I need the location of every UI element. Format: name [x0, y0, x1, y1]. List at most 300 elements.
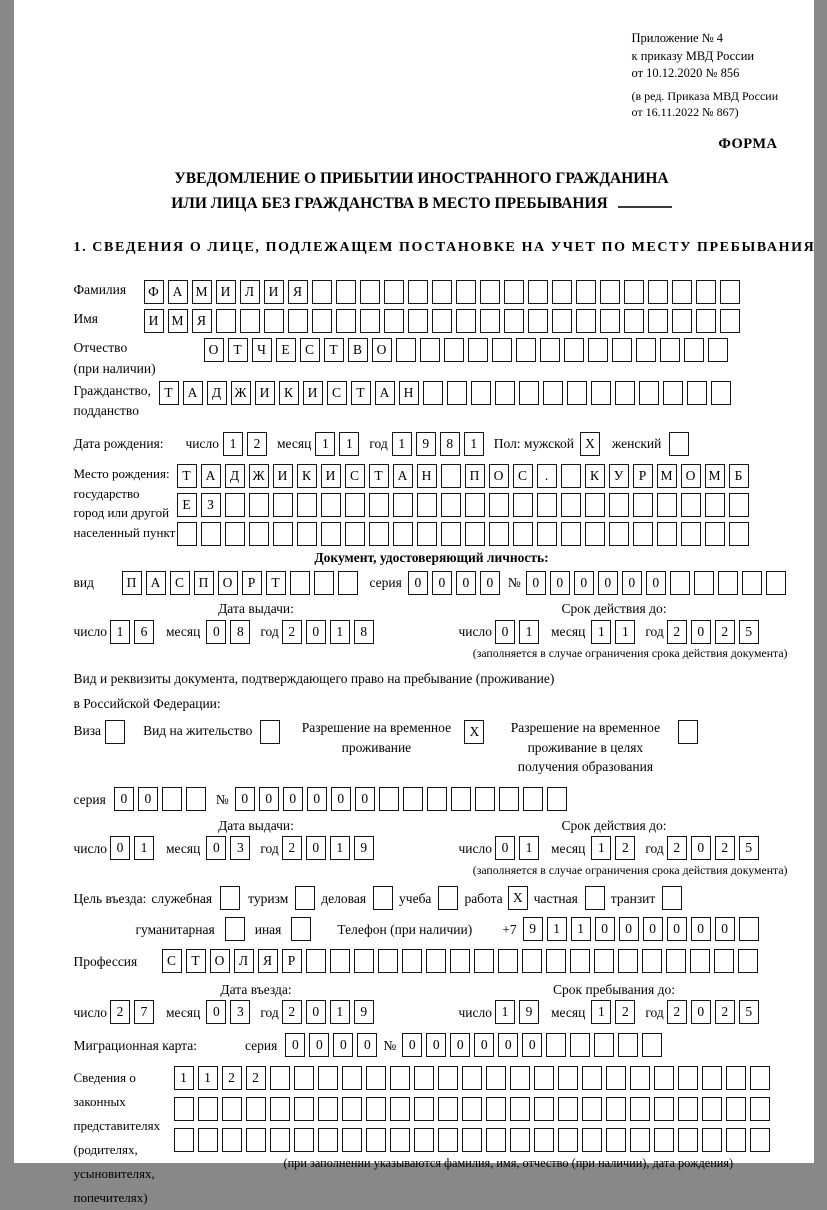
form-cell[interactable] — [690, 949, 710, 973]
form-cell[interactable]: 0 — [309, 1033, 329, 1057]
form-cell[interactable] — [390, 1066, 410, 1090]
form-cell[interactable]: Т — [369, 464, 389, 488]
form-cell[interactable]: 0 — [619, 917, 639, 941]
form-cell[interactable]: 1 — [330, 836, 350, 860]
form-cell[interactable] — [609, 522, 629, 546]
form-cell[interactable]: Т — [177, 464, 197, 488]
form-cell[interactable] — [290, 571, 310, 595]
form-cell[interactable] — [702, 1097, 722, 1121]
form-cell[interactable] — [678, 1097, 698, 1121]
form-cell[interactable] — [396, 338, 416, 362]
form-cell[interactable] — [438, 1066, 458, 1090]
form-cell[interactable] — [423, 381, 443, 405]
form-cell[interactable] — [669, 432, 689, 456]
form-cell[interactable]: Т — [324, 338, 344, 362]
form-cell[interactable] — [444, 338, 464, 362]
form-cell[interactable] — [633, 522, 653, 546]
form-cell[interactable]: Л — [234, 949, 254, 973]
form-cell[interactable]: О — [489, 464, 509, 488]
form-cell[interactable] — [417, 493, 437, 517]
form-cell[interactable] — [450, 949, 470, 973]
form-cell[interactable]: 2 — [246, 1066, 266, 1090]
form-cell[interactable] — [510, 1128, 530, 1152]
form-cell[interactable] — [687, 381, 707, 405]
form-cell[interactable] — [591, 381, 611, 405]
form-cell[interactable] — [408, 280, 428, 304]
form-cell[interactable]: О — [372, 338, 392, 362]
form-cell[interactable] — [414, 1066, 434, 1090]
form-cell[interactable] — [297, 522, 317, 546]
form-cell[interactable] — [249, 522, 269, 546]
form-cell[interactable] — [384, 280, 404, 304]
form-cell[interactable] — [162, 787, 182, 811]
form-cell[interactable]: 0 — [574, 571, 594, 595]
form-cell[interactable] — [312, 280, 332, 304]
form-cell[interactable] — [456, 309, 476, 333]
form-cell[interactable] — [519, 381, 539, 405]
form-cell[interactable] — [427, 787, 447, 811]
form-cell[interactable] — [432, 309, 452, 333]
form-cell[interactable]: Н — [399, 381, 419, 405]
form-cell[interactable] — [654, 1097, 674, 1121]
form-cell[interactable] — [480, 280, 500, 304]
form-cell[interactable]: 0 — [522, 1033, 542, 1057]
form-cell[interactable]: X — [580, 432, 600, 456]
form-cell[interactable]: С — [327, 381, 347, 405]
form-cell[interactable]: 9 — [354, 1000, 374, 1024]
form-cell[interactable] — [662, 886, 682, 910]
form-cell[interactable] — [624, 280, 644, 304]
form-cell[interactable] — [438, 886, 458, 910]
form-cell[interactable] — [393, 522, 413, 546]
form-cell[interactable]: 2 — [715, 836, 735, 860]
form-cell[interactable]: Т — [351, 381, 371, 405]
form-cell[interactable] — [766, 571, 786, 595]
form-cell[interactable]: 2 — [282, 1000, 302, 1024]
form-cell[interactable]: О — [204, 338, 224, 362]
form-cell[interactable]: 1 — [315, 432, 335, 456]
form-cell[interactable]: 0 — [595, 917, 615, 941]
form-cell[interactable] — [547, 787, 567, 811]
form-cell[interactable] — [714, 949, 734, 973]
form-cell[interactable]: 0 — [306, 620, 326, 644]
form-cell[interactable] — [510, 1097, 530, 1121]
form-cell[interactable]: 2 — [222, 1066, 242, 1090]
form-cell[interactable] — [471, 381, 491, 405]
form-cell[interactable]: Р — [242, 571, 262, 595]
form-cell[interactable] — [618, 1033, 638, 1057]
form-cell[interactable]: И — [144, 309, 164, 333]
form-cell[interactable]: 2 — [110, 1000, 130, 1024]
form-cell[interactable]: Т — [266, 571, 286, 595]
form-cell[interactable]: Я — [192, 309, 212, 333]
form-cell[interactable] — [297, 493, 317, 517]
form-cell[interactable] — [537, 522, 557, 546]
form-cell[interactable]: 5 — [739, 836, 759, 860]
form-cell[interactable] — [369, 493, 389, 517]
form-cell[interactable]: 0 — [333, 1033, 353, 1057]
form-cell[interactable] — [417, 522, 437, 546]
form-cell[interactable] — [726, 1066, 746, 1090]
form-cell[interactable] — [379, 787, 399, 811]
form-cell[interactable]: М — [657, 464, 677, 488]
form-cell[interactable]: М — [192, 280, 212, 304]
form-cell[interactable]: 0 — [691, 1000, 711, 1024]
form-cell[interactable]: 1 — [174, 1066, 194, 1090]
form-cell[interactable] — [474, 949, 494, 973]
form-cell[interactable] — [630, 1097, 650, 1121]
form-cell[interactable] — [660, 338, 680, 362]
form-cell[interactable]: 1 — [571, 917, 591, 941]
form-cell[interactable] — [456, 280, 476, 304]
form-cell[interactable] — [360, 280, 380, 304]
form-cell[interactable] — [373, 886, 393, 910]
form-cell[interactable] — [558, 1097, 578, 1121]
form-cell[interactable]: 0 — [691, 620, 711, 644]
form-cell[interactable] — [552, 309, 572, 333]
form-cell[interactable] — [220, 886, 240, 910]
form-cell[interactable] — [582, 1066, 602, 1090]
form-cell[interactable]: 1 — [110, 620, 130, 644]
form-cell[interactable] — [468, 338, 488, 362]
form-cell[interactable]: 0 — [598, 571, 618, 595]
form-cell[interactable]: 1 — [464, 432, 484, 456]
form-cell[interactable] — [576, 309, 596, 333]
form-cell[interactable] — [606, 1066, 626, 1090]
form-cell[interactable]: 0 — [331, 787, 351, 811]
form-cell[interactable]: 0 — [550, 571, 570, 595]
form-cell[interactable]: 0 — [206, 620, 226, 644]
form-cell[interactable]: 2 — [667, 1000, 687, 1024]
form-cell[interactable]: 0 — [408, 571, 428, 595]
form-cell[interactable]: К — [585, 464, 605, 488]
form-cell[interactable] — [432, 280, 452, 304]
form-cell[interactable] — [561, 522, 581, 546]
form-cell[interactable] — [540, 338, 560, 362]
form-cell[interactable]: 9 — [354, 836, 374, 860]
form-cell[interactable] — [270, 1097, 290, 1121]
form-cell[interactable] — [618, 949, 638, 973]
form-cell[interactable] — [702, 1128, 722, 1152]
form-cell[interactable] — [654, 1066, 674, 1090]
form-cell[interactable]: 2 — [282, 620, 302, 644]
form-cell[interactable] — [718, 571, 738, 595]
form-cell[interactable] — [612, 338, 632, 362]
form-cell[interactable]: С — [345, 464, 365, 488]
form-cell[interactable]: А — [201, 464, 221, 488]
form-cell[interactable] — [378, 949, 398, 973]
form-cell[interactable] — [702, 1066, 722, 1090]
form-cell[interactable]: С — [170, 571, 190, 595]
form-cell[interactable]: 1 — [591, 1000, 611, 1024]
form-cell[interactable] — [174, 1097, 194, 1121]
form-cell[interactable] — [726, 1097, 746, 1121]
form-cell[interactable] — [492, 338, 512, 362]
form-cell[interactable]: Т — [159, 381, 179, 405]
form-cell[interactable] — [630, 1066, 650, 1090]
form-cell[interactable] — [489, 522, 509, 546]
form-cell[interactable] — [318, 1128, 338, 1152]
form-cell[interactable] — [441, 464, 461, 488]
form-cell[interactable]: Я — [258, 949, 278, 973]
form-cell[interactable]: Т — [228, 338, 248, 362]
form-cell[interactable]: А — [375, 381, 395, 405]
form-cell[interactable]: . — [537, 464, 557, 488]
form-cell[interactable] — [726, 1128, 746, 1152]
form-cell[interactable] — [345, 522, 365, 546]
form-cell[interactable]: А — [168, 280, 188, 304]
form-cell[interactable] — [438, 1128, 458, 1152]
form-cell[interactable]: 0 — [235, 787, 255, 811]
form-cell[interactable]: 0 — [498, 1033, 518, 1057]
form-cell[interactable] — [345, 493, 365, 517]
form-cell[interactable]: К — [297, 464, 317, 488]
form-cell[interactable] — [561, 493, 581, 517]
form-cell[interactable] — [657, 493, 677, 517]
form-cell[interactable] — [198, 1097, 218, 1121]
form-cell[interactable] — [546, 949, 566, 973]
form-cell[interactable] — [465, 493, 485, 517]
form-cell[interactable] — [678, 1128, 698, 1152]
form-cell[interactable] — [105, 720, 125, 744]
form-cell[interactable] — [750, 1097, 770, 1121]
form-cell[interactable]: Ч — [252, 338, 272, 362]
form-cell[interactable] — [642, 949, 662, 973]
form-cell[interactable]: З — [201, 493, 221, 517]
form-cell[interactable]: А — [393, 464, 413, 488]
form-cell[interactable] — [354, 949, 374, 973]
form-cell[interactable] — [633, 493, 653, 517]
form-cell[interactable]: Д — [225, 464, 245, 488]
form-cell[interactable]: Ф — [144, 280, 164, 304]
form-cell[interactable] — [306, 949, 326, 973]
form-cell[interactable] — [561, 464, 581, 488]
form-cell[interactable] — [642, 1033, 662, 1057]
form-cell[interactable] — [314, 571, 334, 595]
form-cell[interactable]: У — [609, 464, 629, 488]
form-cell[interactable]: 2 — [615, 1000, 635, 1024]
form-cell[interactable] — [666, 949, 686, 973]
form-cell[interactable]: 0 — [110, 836, 130, 860]
form-cell[interactable] — [750, 1128, 770, 1152]
form-cell[interactable]: С — [513, 464, 533, 488]
form-cell[interactable] — [594, 1033, 614, 1057]
form-cell[interactable] — [366, 1097, 386, 1121]
form-cell[interactable] — [678, 1066, 698, 1090]
form-cell[interactable] — [594, 949, 614, 973]
form-cell[interactable] — [681, 493, 701, 517]
form-cell[interactable] — [336, 280, 356, 304]
form-cell[interactable] — [336, 309, 356, 333]
form-cell[interactable] — [438, 1097, 458, 1121]
form-cell[interactable]: 6 — [134, 620, 154, 644]
form-cell[interactable] — [216, 309, 236, 333]
form-cell[interactable] — [462, 1066, 482, 1090]
form-cell[interactable] — [414, 1128, 434, 1152]
form-cell[interactable]: 9 — [523, 917, 543, 941]
form-cell[interactable]: Р — [282, 949, 302, 973]
form-cell[interactable]: И — [321, 464, 341, 488]
form-cell[interactable]: Д — [207, 381, 227, 405]
form-cell[interactable] — [495, 381, 515, 405]
form-cell[interactable] — [567, 381, 587, 405]
form-cell[interactable] — [606, 1128, 626, 1152]
form-cell[interactable] — [366, 1128, 386, 1152]
form-cell[interactable]: 3 — [230, 1000, 250, 1024]
form-cell[interactable] — [225, 493, 245, 517]
form-cell[interactable] — [321, 522, 341, 546]
form-cell[interactable]: 1 — [223, 432, 243, 456]
form-cell[interactable] — [615, 381, 635, 405]
form-cell[interactable] — [513, 522, 533, 546]
form-cell[interactable]: 0 — [691, 917, 711, 941]
form-cell[interactable]: 1 — [339, 432, 359, 456]
form-cell[interactable] — [447, 381, 467, 405]
form-cell[interactable] — [729, 493, 749, 517]
form-cell[interactable] — [420, 338, 440, 362]
form-cell[interactable]: С — [300, 338, 320, 362]
form-cell[interactable]: А — [146, 571, 166, 595]
form-cell[interactable]: М — [168, 309, 188, 333]
form-cell[interactable] — [534, 1097, 554, 1121]
form-cell[interactable] — [198, 1128, 218, 1152]
form-cell[interactable]: Л — [240, 280, 260, 304]
form-cell[interactable]: 2 — [715, 1000, 735, 1024]
form-cell[interactable] — [558, 1128, 578, 1152]
form-cell[interactable] — [657, 522, 677, 546]
form-cell[interactable]: 0 — [474, 1033, 494, 1057]
form-cell[interactable] — [486, 1128, 506, 1152]
form-cell[interactable] — [403, 787, 423, 811]
form-cell[interactable] — [480, 309, 500, 333]
form-cell[interactable]: 1 — [547, 917, 567, 941]
form-cell[interactable]: 0 — [306, 1000, 326, 1024]
form-cell[interactable] — [465, 522, 485, 546]
form-cell[interactable]: 0 — [450, 1033, 470, 1057]
form-cell[interactable] — [696, 280, 716, 304]
form-cell[interactable] — [260, 720, 280, 744]
form-cell[interactable] — [360, 309, 380, 333]
form-cell[interactable]: Б — [729, 464, 749, 488]
form-cell[interactable] — [288, 309, 308, 333]
form-cell[interactable] — [270, 1066, 290, 1090]
form-cell[interactable] — [684, 338, 704, 362]
form-cell[interactable] — [720, 280, 740, 304]
form-cell[interactable] — [225, 917, 245, 941]
form-cell[interactable] — [402, 949, 422, 973]
form-cell[interactable] — [504, 309, 524, 333]
form-cell[interactable] — [738, 949, 758, 973]
form-cell[interactable]: П — [122, 571, 142, 595]
form-cell[interactable] — [384, 309, 404, 333]
form-cell[interactable]: 0 — [432, 571, 452, 595]
form-cell[interactable] — [240, 309, 260, 333]
form-cell[interactable]: И — [303, 381, 323, 405]
form-cell[interactable] — [321, 493, 341, 517]
form-cell[interactable] — [678, 720, 698, 744]
form-cell[interactable] — [564, 338, 584, 362]
form-cell[interactable]: 5 — [739, 1000, 759, 1024]
form-cell[interactable] — [585, 522, 605, 546]
form-cell[interactable] — [390, 1128, 410, 1152]
form-cell[interactable] — [570, 1033, 590, 1057]
form-cell[interactable]: Ж — [231, 381, 251, 405]
form-cell[interactable] — [270, 1128, 290, 1152]
form-cell[interactable] — [729, 522, 749, 546]
form-cell[interactable] — [291, 917, 311, 941]
form-cell[interactable] — [708, 338, 728, 362]
form-cell[interactable]: И — [255, 381, 275, 405]
form-cell[interactable] — [528, 309, 548, 333]
form-cell[interactable]: О — [210, 949, 230, 973]
form-cell[interactable] — [663, 381, 683, 405]
form-cell[interactable] — [441, 493, 461, 517]
form-cell[interactable] — [600, 309, 620, 333]
form-cell[interactable]: 2 — [667, 620, 687, 644]
form-cell[interactable] — [318, 1097, 338, 1121]
form-cell[interactable] — [711, 381, 731, 405]
form-cell[interactable] — [570, 949, 590, 973]
form-cell[interactable]: 2 — [667, 836, 687, 860]
form-cell[interactable] — [522, 949, 542, 973]
form-cell[interactable]: 2 — [715, 620, 735, 644]
form-cell[interactable]: 3 — [230, 836, 250, 860]
form-cell[interactable]: К — [279, 381, 299, 405]
form-cell[interactable] — [294, 1128, 314, 1152]
form-cell[interactable]: 7 — [134, 1000, 154, 1024]
form-cell[interactable] — [174, 1128, 194, 1152]
form-cell[interactable]: 0 — [206, 1000, 226, 1024]
form-cell[interactable] — [705, 493, 725, 517]
form-cell[interactable]: 8 — [354, 620, 374, 644]
form-cell[interactable]: С — [162, 949, 182, 973]
form-cell[interactable] — [670, 571, 690, 595]
form-cell[interactable] — [441, 522, 461, 546]
form-cell[interactable]: 1 — [134, 836, 154, 860]
form-cell[interactable] — [537, 493, 557, 517]
form-cell[interactable] — [624, 309, 644, 333]
form-cell[interactable]: О — [218, 571, 238, 595]
form-cell[interactable]: 0 — [306, 836, 326, 860]
form-cell[interactable]: 1 — [330, 620, 350, 644]
form-cell[interactable]: 0 — [480, 571, 500, 595]
form-cell[interactable]: М — [705, 464, 725, 488]
form-cell[interactable] — [273, 522, 293, 546]
form-cell[interactable] — [414, 1097, 434, 1121]
form-cell[interactable] — [222, 1128, 242, 1152]
form-cell[interactable] — [609, 493, 629, 517]
form-cell[interactable]: 1 — [519, 620, 539, 644]
form-cell[interactable] — [201, 522, 221, 546]
form-cell[interactable]: 0 — [402, 1033, 422, 1057]
form-cell[interactable] — [516, 338, 536, 362]
form-cell[interactable] — [606, 1097, 626, 1121]
form-cell[interactable] — [576, 280, 596, 304]
form-cell[interactable] — [523, 787, 543, 811]
form-cell[interactable] — [186, 787, 206, 811]
form-cell[interactable] — [504, 280, 524, 304]
form-cell[interactable]: 0 — [426, 1033, 446, 1057]
form-cell[interactable] — [390, 1097, 410, 1121]
form-cell[interactable]: 0 — [355, 787, 375, 811]
form-cell[interactable] — [750, 1066, 770, 1090]
form-cell[interactable] — [294, 1097, 314, 1121]
form-cell[interactable]: Я — [288, 280, 308, 304]
form-cell[interactable] — [696, 309, 716, 333]
form-cell[interactable] — [648, 280, 668, 304]
form-cell[interactable] — [648, 309, 668, 333]
form-cell[interactable]: 1 — [392, 432, 412, 456]
